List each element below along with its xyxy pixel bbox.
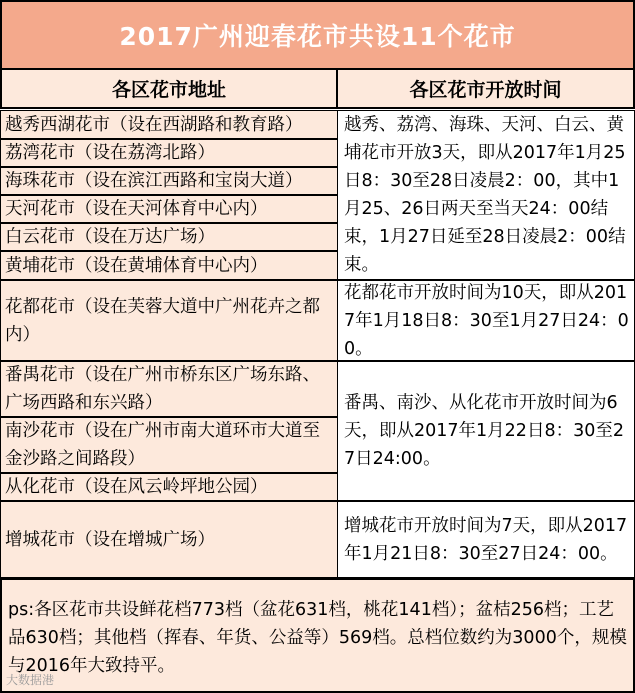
market-panyu <box>0 361 338 417</box>
market-label: 海珠花市（设在滨江西路和宝岗大道） <box>5 171 303 191</box>
time-group-1 <box>337 110 635 280</box>
market-tianhe <box>0 195 338 223</box>
market-label: 增城花市（设在增城广场） <box>5 529 215 550</box>
market-label: 番禺花市（设在广州市桥东区广场东路、广场西路和东兴路） <box>5 365 320 413</box>
market-label: 从化花市（设在风云岭坪地公园） <box>5 477 268 497</box>
time-group-3 <box>337 361 635 501</box>
watermark: 大数据港 <box>6 673 55 687</box>
time-huadu <box>337 280 635 361</box>
time-text: 增城花市开放时间为7天，即从2017年1月21日8：30至27日24：00。 <box>344 515 628 564</box>
time-text: 花都花市开放时间为10天，即从2017年1月18日8：30至1月27日24：00。 <box>344 282 629 359</box>
market-zengcheng <box>0 501 338 578</box>
table-title: 2017广州迎春花市共设11个花市 <box>0 0 635 70</box>
market-huadu <box>0 280 338 361</box>
market-liwan <box>0 139 338 167</box>
market-label: 黄埔花市（设在黄埔体育中心内） <box>5 255 268 276</box>
market-nansha <box>0 417 338 473</box>
time-zengcheng <box>337 501 635 578</box>
market-label: 白云花市（设在万达广场） <box>5 227 215 247</box>
market-haizhu <box>0 167 338 195</box>
market-label: 越秀西湖花市（设在西湖路和教育路） <box>5 114 303 135</box>
market-label: 南沙花市（设在广州市南大道环市大道至金沙路之间路段） <box>5 421 320 469</box>
market-yuexiu <box>0 110 338 139</box>
ps-note <box>0 578 635 693</box>
time-text: 番禺、南沙、从化花市开放时间为6天，即从2017年1月22日8：30至27日24:00。 <box>344 393 624 469</box>
market-conghua <box>0 473 338 501</box>
time-text: 越秀、荔湾、海珠、天河、白云、黄埔花市开放3天，即从2017年1月25日8：30至28日凌晨2：00，其中1月25、26日两天至当天24：00结束，1月27日延至28日凌晨2：00结束。 <box>344 115 626 275</box>
market-huangpu <box>0 251 338 280</box>
header-address: 各区花市地址 <box>0 68 338 109</box>
market-label: 荔湾花市（设在荔湾北路） <box>5 143 215 163</box>
market-label: 天河花市（设在天河体育中心内） <box>5 199 268 219</box>
market-label: 花都花市（设在芙蓉大道中广州花卉之都内） <box>5 296 320 345</box>
ps-text: ps:各区花市共设鲜花档773档（盆花631档，桃花141档）；盆桔256档；工艺品630档；其他档（挥春、年货、公益等）569档。总档位数约为3000个，规模与2016年大致持平。 <box>8 600 627 676</box>
header-time: 各区花市开放时间 <box>336 68 635 109</box>
market-baiyun <box>0 223 338 251</box>
